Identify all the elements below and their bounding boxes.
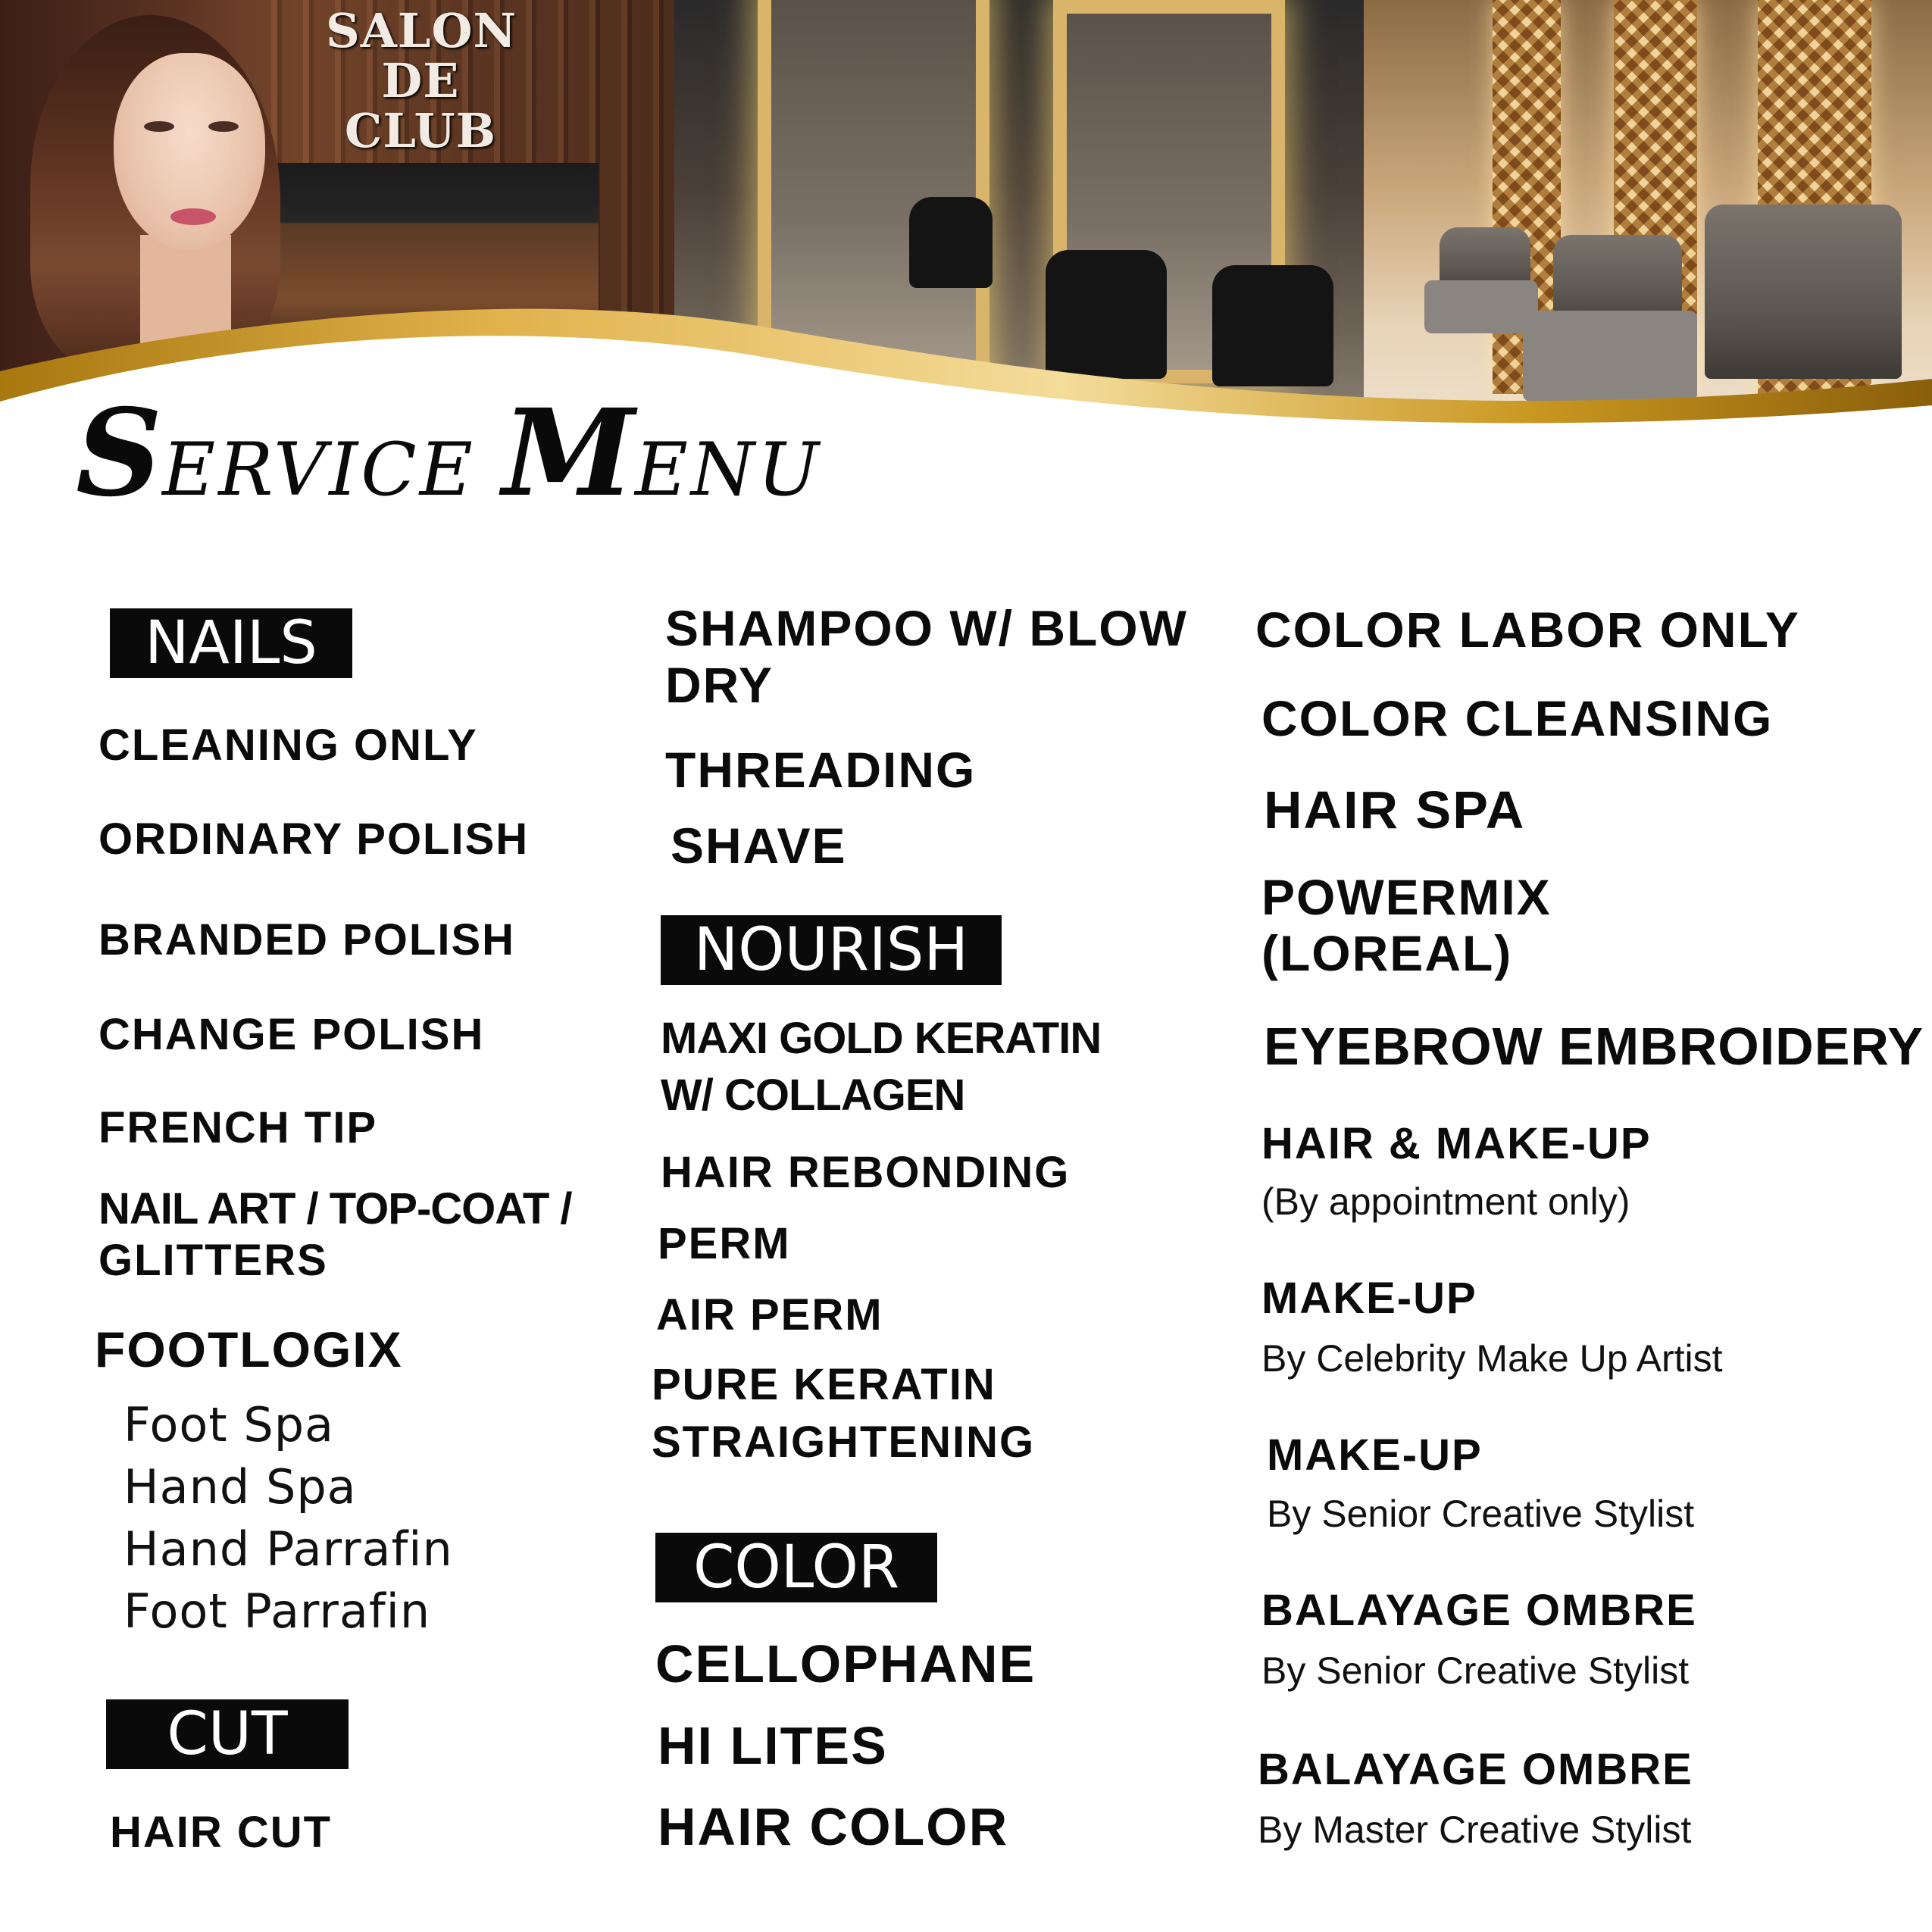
service-menu-title: [76, 383, 822, 524]
menu-item: (LOREAL): [1261, 925, 1513, 981]
title-word: ENU: [634, 427, 822, 512]
menu-item-note: By Senior Creative Stylist: [1261, 1649, 1690, 1692]
menu-item: BALAYAGE OMBRE: [1258, 1745, 1693, 1794]
menu-item: HAIR CUT: [110, 1808, 333, 1857]
menu-item: BALAYAGE OMBRE: [1261, 1586, 1697, 1635]
footlogix-item: Hand Spa: [123, 1459, 357, 1515]
menu-item: HAIR & MAKE-UP: [1261, 1119, 1652, 1168]
menu-item: GLITTERS: [98, 1236, 328, 1285]
menu-item: COLOR LABOR ONLY: [1255, 602, 1800, 658]
sign-line: DE: [381, 53, 460, 108]
color-header: COLOR: [655, 1533, 937, 1602]
model-lips: [170, 208, 216, 225]
title-initial: M: [502, 383, 635, 524]
salon-sign: [326, 3, 517, 158]
menu-item: CHANGE POLISH: [98, 1010, 485, 1059]
footlogix-item: Foot Spa: [123, 1397, 335, 1452]
menu-item: HAIR SPA: [1264, 780, 1526, 839]
menu-item: EYEBROW EMBROIDERY: [1264, 1017, 1924, 1076]
menu-item-note: By Master Creative Stylist: [1258, 1809, 1692, 1851]
menu-item: SHAMPOO W/ BLOW: [665, 600, 1188, 656]
menu-item: NAIL ART / TOP-COAT /: [98, 1184, 572, 1233]
footlogix-item: Foot Parrafin: [123, 1583, 431, 1639]
sign-line: CLUB: [344, 103, 497, 158]
footlogix-heading: FOOTLOGIX: [95, 1321, 403, 1377]
nourish-header: NOURISH: [661, 915, 1002, 985]
menu-item: COLOR CLEANSING: [1261, 690, 1774, 746]
menu-item: THREADING: [665, 742, 977, 798]
menu-item-note: By Senior Creative Stylist: [1267, 1493, 1695, 1535]
menu-item: BRANDED POLISH: [98, 915, 516, 964]
menu-item: STRAIGHTENING: [652, 1418, 1036, 1467]
menu-item: FRENCH TIP: [98, 1103, 377, 1152]
menu-item: CELLOPHANE: [655, 1634, 1036, 1693]
menu-item: PURE KERATIN: [652, 1360, 996, 1409]
menu-item: PERM: [658, 1219, 791, 1268]
menu-item: AIR PERM: [656, 1290, 883, 1340]
nails-header: NAILS: [110, 608, 352, 678]
menu-item: ORDINARY POLISH: [98, 814, 530, 864]
footlogix-item: Hand Parrafin: [123, 1521, 453, 1577]
menu-item: W/ COLLAGEN: [661, 1071, 965, 1120]
sign-line: SALON: [326, 3, 517, 58]
model-eye: [144, 121, 174, 132]
menu-item: CLEANING ONLY: [98, 721, 478, 770]
menu-item-note: (By appointment only): [1261, 1180, 1630, 1223]
menu-item-note: By Celebrity Make Up Artist: [1261, 1337, 1723, 1380]
menu-item: HAIR COLOR: [658, 1797, 1009, 1856]
cut-header: CUT: [106, 1699, 349, 1769]
menu-item: SHAVE: [671, 818, 847, 874]
menu-item: MAXI GOLD KERATIN: [661, 1014, 1102, 1063]
menu-item: HI LITES: [658, 1716, 888, 1775]
menu-item: DRY: [665, 657, 774, 713]
title-initial: S: [76, 383, 163, 524]
menu-item: MAKE-UP: [1267, 1430, 1483, 1480]
menu-item: POWERMIX: [1261, 869, 1552, 925]
menu-item: HAIR REBONDING: [661, 1148, 1071, 1197]
title-word: ERVICE: [162, 427, 476, 512]
menu-item: MAKE-UP: [1261, 1274, 1477, 1323]
model-eye: [208, 121, 239, 132]
